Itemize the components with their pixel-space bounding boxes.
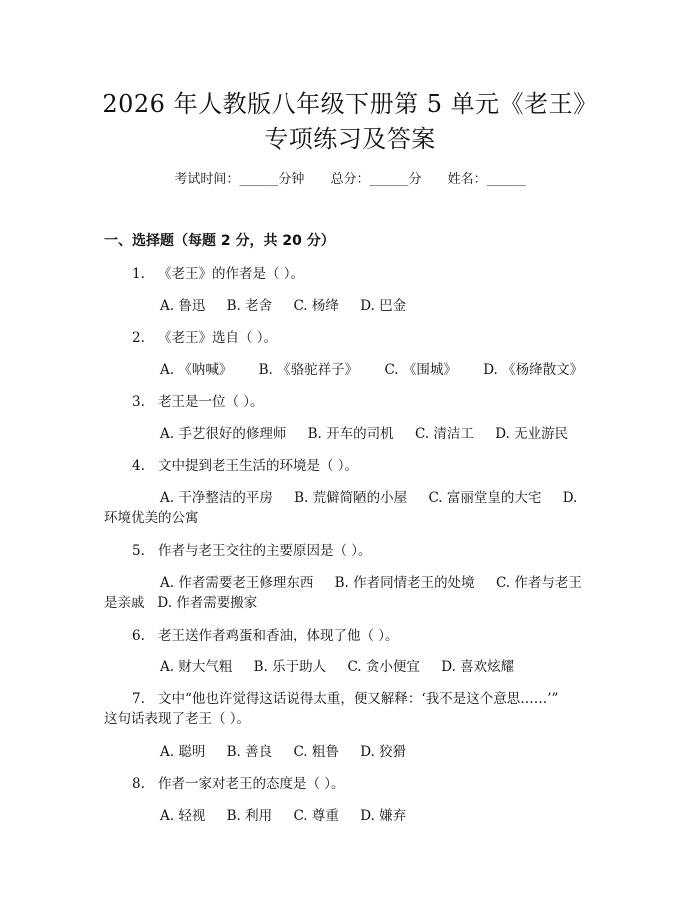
- option: D.: [562, 490, 578, 506]
- question-stem: 老王是一位（ ）。: [158, 394, 264, 410]
- question-number: 4.: [132, 458, 145, 474]
- option: C. 贪小便宜: [347, 659, 420, 675]
- question-number: 6.: [132, 628, 145, 644]
- question-number: 5.: [132, 543, 145, 559]
- question-4: [132, 454, 358, 474]
- question-5: [132, 539, 372, 559]
- option: B. 利用: [226, 808, 273, 824]
- question-8-options: [160, 804, 423, 824]
- option: B. 开车的司机: [307, 426, 394, 442]
- question-number: 1.: [132, 266, 145, 282]
- option: B. 《骆驼祥子》: [258, 362, 359, 378]
- question-stem: 文中提到老王生活的环境是（ ）。: [158, 458, 359, 474]
- option: C. 清洁工: [414, 426, 474, 442]
- option: A. 《呐喊》: [160, 362, 233, 378]
- question-7-options: [160, 740, 423, 760]
- page-title: 2026 年人教版八年级下册第 5 单元《老王》: [102, 90, 598, 118]
- question-number: 3.: [132, 394, 145, 410]
- total-score-field: 总分：______分: [330, 172, 422, 187]
- question-stem: 《老王》的作者是（ ）。: [158, 266, 305, 282]
- question-2: [132, 326, 277, 346]
- option: B. 荒僻简陋的小屋: [294, 490, 408, 506]
- page-subtitle: 专项练习及答案: [264, 125, 436, 153]
- question-6-options: [160, 655, 531, 675]
- question-stem: 文中“他也许觉得这话说得太重，便又解释：‘我不是这个意思……’”: [158, 691, 559, 707]
- question-number: 8.: [132, 776, 145, 792]
- option: A. 手艺很好的修理师: [160, 426, 287, 442]
- option: B. 乐于助人: [253, 659, 327, 675]
- question-stem: 《老王》选自（ ）。: [158, 330, 278, 346]
- question-3-options: [160, 422, 585, 442]
- option: D. 狡猾: [360, 744, 407, 760]
- option: C. 《围城》: [384, 362, 457, 378]
- question-stem: 作者一家对老王的态度是（ ）。: [158, 776, 345, 792]
- question-1-options: [160, 294, 423, 314]
- question-6: [132, 624, 399, 644]
- question-4-options: [160, 486, 577, 506]
- option: C. 尊重: [293, 808, 339, 824]
- question-number: 7.: [132, 691, 145, 707]
- question-stem: 作者与老王交往的主要原因是（ ）。: [158, 543, 372, 559]
- question-number: 2.: [132, 330, 145, 346]
- option: D. 《杨绛散文》: [483, 362, 584, 378]
- option: A. 干净整洁的平房: [160, 490, 273, 506]
- option: B. 作者同情老王的处境: [334, 575, 475, 591]
- option: D. 喜欢炫耀: [441, 659, 515, 675]
- exam-time-field: 考试时间：______分钟: [174, 172, 305, 187]
- question-8: [132, 772, 345, 792]
- question-1: [132, 262, 304, 282]
- option: A. 轻视: [160, 808, 206, 824]
- question-3: [132, 390, 264, 410]
- section-heading: 一、选择题（每题 2 分，共 20 分）: [104, 233, 335, 249]
- option: C. 粗鲁: [293, 744, 339, 760]
- option: C. 作者与老王: [495, 575, 582, 591]
- question-5-option-wrap: 是亲戚 D. 作者需要搬家: [104, 595, 258, 611]
- question-2-options: [160, 358, 600, 378]
- option: C. 富丽堂皇的大宅: [428, 490, 542, 506]
- option: A. 作者需要老王修理东西: [160, 575, 314, 591]
- question-5-options: [160, 571, 582, 591]
- question-7: [132, 687, 558, 707]
- option: D. 巴金: [360, 298, 407, 314]
- option: D. 无业游民: [495, 426, 569, 442]
- option: C. 杨绛: [293, 298, 339, 314]
- question-stem: 老王送作者鸡蛋和香油，体现了他（ ）。: [158, 628, 399, 644]
- option: B. 老舍: [226, 298, 273, 314]
- option: A. 财大气粗: [160, 659, 233, 675]
- option: B. 善良: [226, 744, 273, 760]
- question-7-stem-cont: 这句话表现了老王（ ）。: [104, 711, 251, 727]
- option: D. 嫌弃: [360, 808, 407, 824]
- option: A. 聪明: [160, 744, 206, 760]
- name-field: 姓名：______: [447, 172, 526, 187]
- option: A. 鲁迅: [160, 298, 206, 314]
- exam-meta: [0, 168, 700, 187]
- question-4-option-wrap: 环境优美的公寓: [104, 510, 199, 526]
